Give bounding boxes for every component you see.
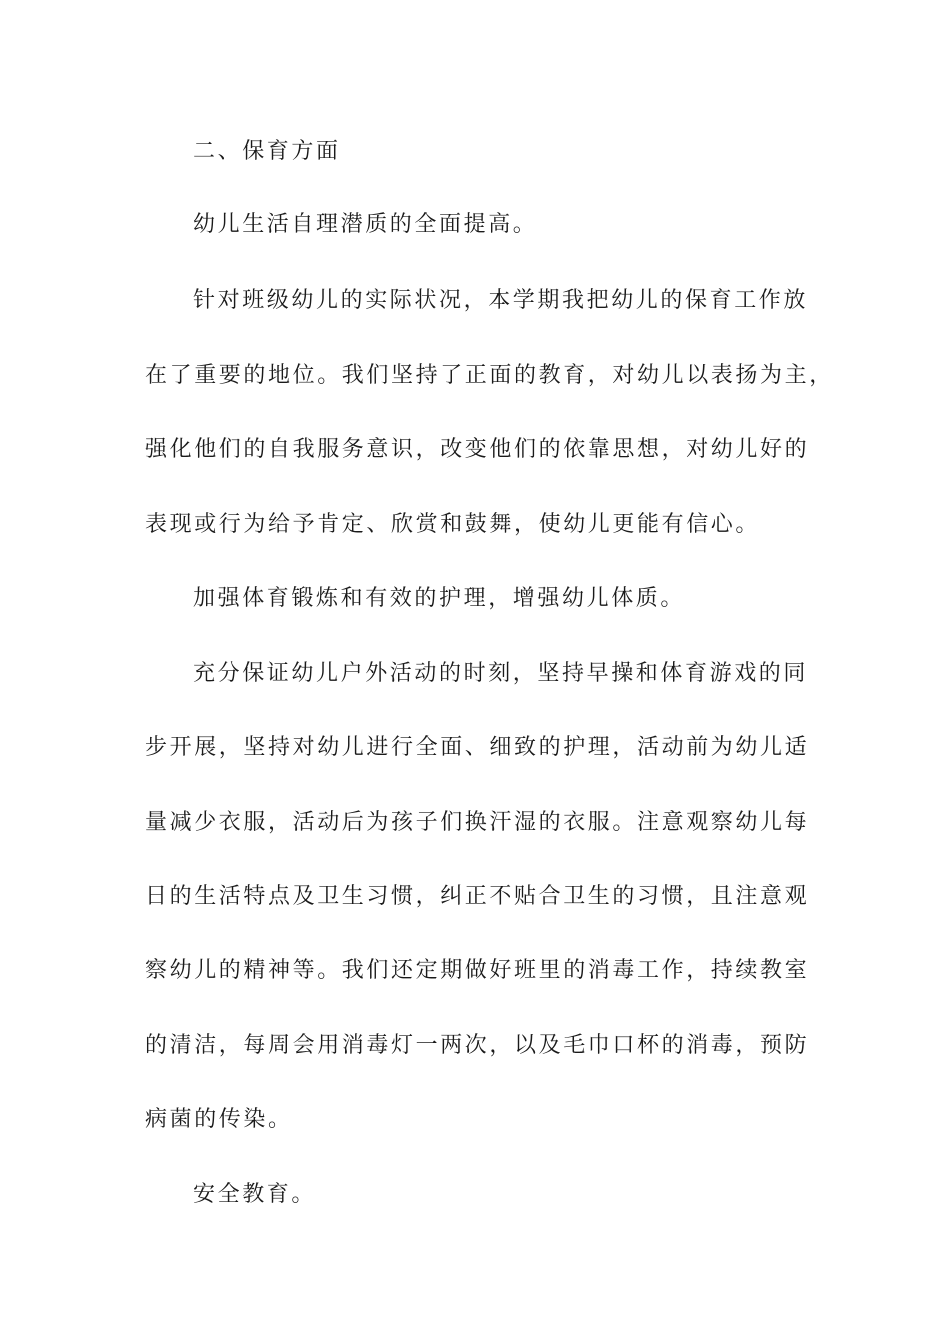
paragraph-line: 的清洁，每周会用消毒灯一两次，以及毛巾口杯的消毒，预防 bbox=[145, 1033, 810, 1058]
paragraph-line: 量减少衣服，活动后为孩子们换汗湿的衣服。注意观察幼儿每 bbox=[145, 810, 810, 835]
subheading-safety: 安全教育。 bbox=[193, 1182, 317, 1207]
paragraph-line: 强化他们的自我服务意识，改变他们的依靠思想，对幼儿好的 bbox=[145, 437, 810, 462]
paragraph-line: 病菌的传染。 bbox=[145, 1107, 293, 1132]
paragraph-line: 察幼儿的精神等。我们还定期做好班里的消毒工作，持续教室 bbox=[145, 958, 810, 983]
paragraph-line: 日的生活特点及卫生习惯，纠正不贴合卫生的习惯，且注意观 bbox=[145, 884, 810, 909]
paragraph-line: 表现或行为给予肯定、欣赏和鼓舞，使幼儿更能有信心。 bbox=[145, 512, 761, 537]
paragraph-line: 针对班级幼儿的实际状况，本学期我把幼儿的保育工作放 bbox=[193, 288, 809, 313]
paragraph-line: 步开展，坚持对幼儿进行全面、细致的护理，活动前为幼儿适 bbox=[145, 735, 810, 760]
subheading-physical: 加强体育锻炼和有效的护理，增强幼儿体质。 bbox=[193, 586, 686, 611]
section-heading: 二、保育方面 bbox=[193, 139, 341, 164]
subheading-self-care: 幼儿生活自理潜质的全面提高。 bbox=[193, 212, 538, 237]
paragraph-line: 充分保证幼儿户外活动的时刻，坚持早操和体育游戏的同 bbox=[193, 661, 809, 686]
paragraph-line: 在了重要的地位。我们坚持了正面的教育，对幼儿以表扬为主， bbox=[145, 363, 834, 388]
